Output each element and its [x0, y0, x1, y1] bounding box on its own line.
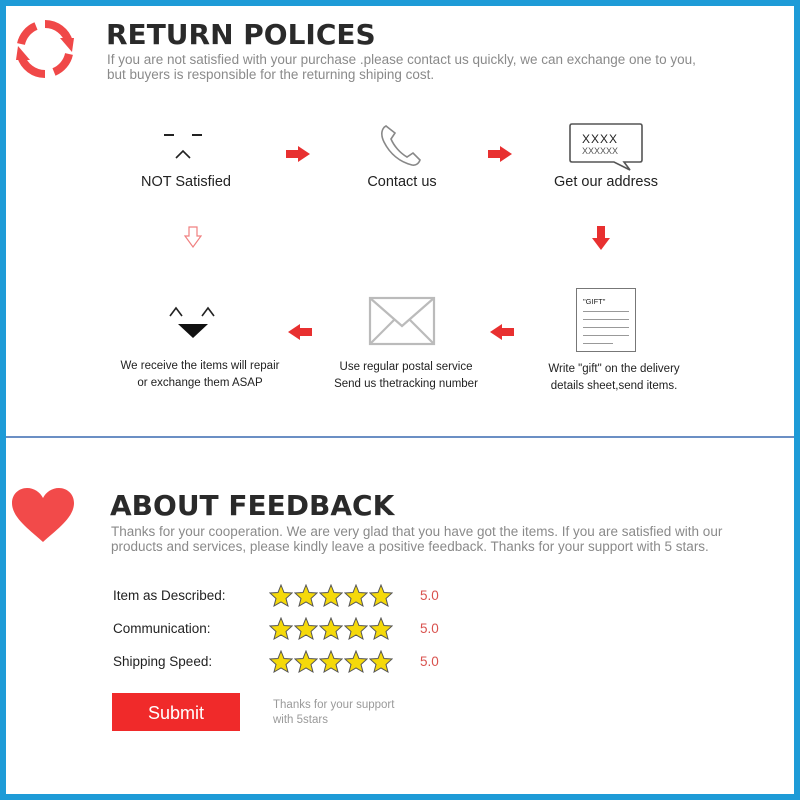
- star-icon[interactable]: [344, 650, 368, 673]
- step-postal-line1: Use regular postal service: [339, 361, 473, 373]
- return-policy-title: RETURN POLICES: [106, 18, 376, 51]
- speech-bubble-icon: [568, 122, 644, 172]
- envelope-icon: [368, 296, 436, 346]
- star-icon[interactable]: [294, 617, 318, 640]
- rating-score-communication: 5.0: [420, 621, 439, 636]
- star-icon[interactable]: [344, 617, 368, 640]
- feedback-intro-line2: products and services, please kindly leave a positive feedback. Thanks for your support with 5 stars.: [111, 539, 709, 554]
- star-icon[interactable]: [319, 617, 343, 640]
- arrow-left-icon: [490, 324, 514, 340]
- hollow-arrow-down-icon: [184, 226, 202, 248]
- happy-face-icon: [168, 302, 218, 342]
- section-divider: [6, 436, 794, 438]
- step-not-satisfied-label: NOT Satisfied: [141, 174, 231, 190]
- star-icon[interactable]: [369, 650, 393, 673]
- star-icon[interactable]: [319, 584, 343, 607]
- return-intro-line2: but buyers is responsible for the returning shiping cost.: [107, 67, 435, 82]
- thanks-text-line2: with 5stars: [273, 714, 328, 726]
- content-panel: [6, 6, 794, 794]
- step-receive-line1: We receive the items will repair: [120, 360, 280, 372]
- step-receive-line2: or exchange them ASAP: [137, 377, 263, 389]
- arrow-right-icon: [286, 146, 310, 162]
- rating-label-item-described: Item as Described:: [113, 588, 226, 603]
- sad-face-icon: [162, 130, 206, 160]
- star-icon[interactable]: [269, 584, 293, 607]
- rating-score-shipping-speed: 5.0: [420, 654, 439, 669]
- step-postal-line2: Send us thetracking number: [334, 378, 478, 390]
- step-write-gift-line1: Write "gift" on the delivery: [548, 363, 680, 375]
- star-rating-shipping-speed[interactable]: [269, 650, 394, 678]
- refresh-icon: [14, 18, 76, 80]
- star-icon[interactable]: [344, 584, 368, 607]
- submit-button[interactable]: Submit: [112, 693, 240, 731]
- star-icon[interactable]: [369, 584, 393, 607]
- frame-edge-mark: [0, 690, 6, 700]
- rating-label-communication: Communication:: [113, 621, 211, 636]
- star-rating-communication[interactable]: [269, 617, 394, 645]
- bubble-text-line2: XXXXXX: [582, 146, 619, 156]
- feedback-title: ABOUT FEEDBACK: [110, 489, 395, 522]
- rating-score-item-described: 5.0: [420, 588, 439, 603]
- rating-label-shipping-speed: Shipping Speed:: [113, 654, 213, 669]
- arrow-right-icon: [488, 146, 512, 162]
- heart-icon: [10, 486, 76, 544]
- star-icon[interactable]: [369, 617, 393, 640]
- star-icon[interactable]: [294, 650, 318, 673]
- return-intro-line1: If you are not satisfied with your purchase .please contact us quickly, we can exchange one to you,: [107, 52, 696, 67]
- star-icon[interactable]: [319, 650, 343, 673]
- document-icon: [576, 288, 636, 352]
- step-contact-us-label: Contact us: [367, 174, 437, 190]
- arrow-down-icon: [592, 226, 610, 250]
- thanks-text-line1: Thanks for your support: [273, 699, 395, 711]
- step-get-address-label: Get our address: [554, 174, 658, 190]
- document-gift-text: "GIFT": [583, 297, 606, 306]
- star-icon[interactable]: [269, 650, 293, 673]
- star-rating-item-described[interactable]: [269, 584, 394, 612]
- star-icon[interactable]: [294, 584, 318, 607]
- star-icon[interactable]: [269, 617, 293, 640]
- phone-icon: [378, 122, 422, 168]
- arrow-left-icon: [288, 324, 312, 340]
- step-write-gift-line2: details sheet,send items.: [550, 380, 678, 392]
- feedback-intro-line1: Thanks for your cooperation. We are very glad that you have got the items. If you are satisfied with our: [111, 524, 723, 539]
- bubble-text-line1: XXXX: [582, 132, 619, 146]
